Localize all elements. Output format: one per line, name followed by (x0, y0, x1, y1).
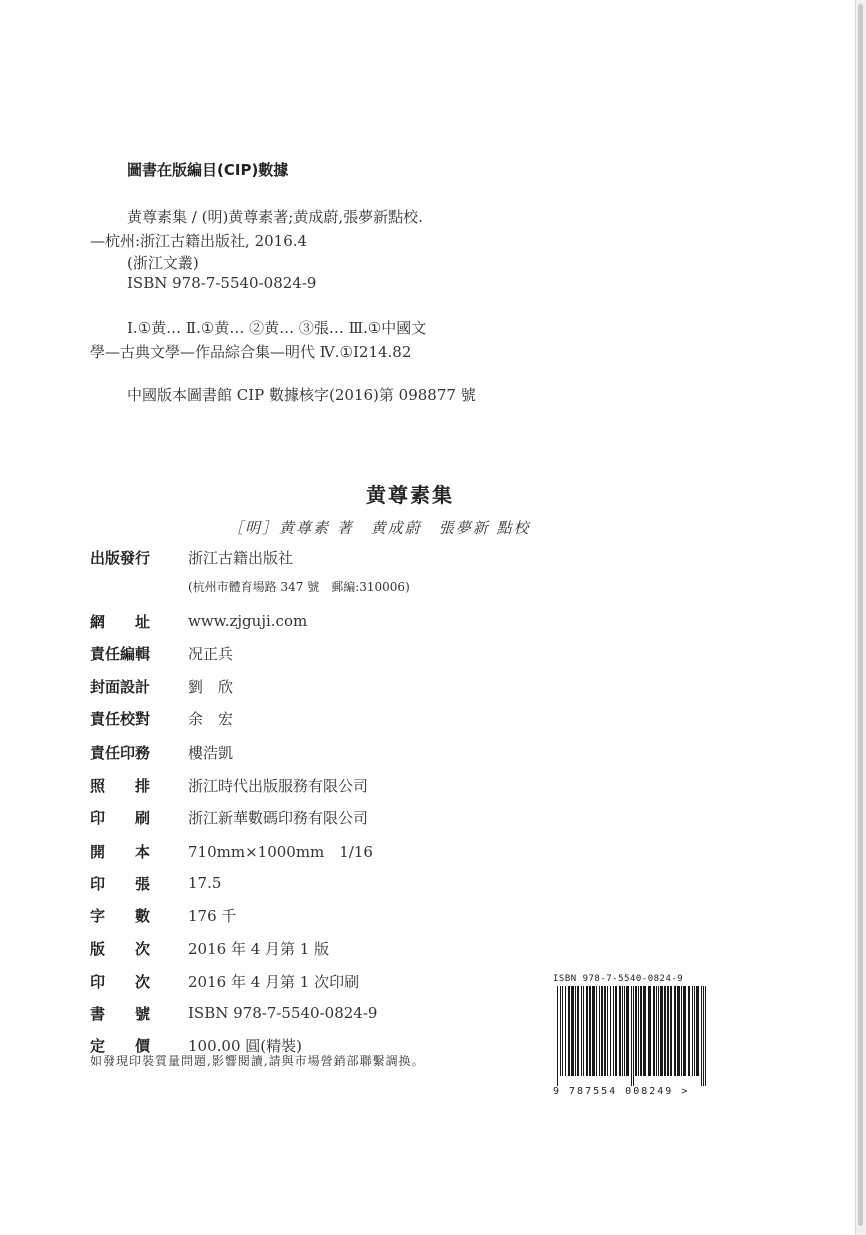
barcode-bar (586, 986, 588, 1076)
barcode-bar (692, 986, 693, 1076)
barcode-bar (648, 986, 651, 1076)
barcode-bar (631, 986, 632, 1086)
detail-label: 照 排 (90, 776, 151, 795)
barcode-bar (571, 986, 574, 1076)
barcode-bar (615, 986, 617, 1076)
barcode-bar (607, 986, 608, 1076)
detail-label: 責任印務 (90, 743, 151, 762)
detail-value: 樓浩凱 (188, 743, 234, 762)
barcode-isbn-text: ISBN 978-7-5540-0824-9 (553, 974, 684, 984)
detail-value: ISBN 978-7-5540-0824-9 (188, 1004, 378, 1022)
book-title: 黄尊素集 (366, 483, 454, 507)
detail-row (90, 741, 234, 763)
cip-series-line: (浙江文叢) (127, 254, 199, 272)
detail-label: 印 次 (90, 972, 151, 991)
detail-row (90, 840, 373, 862)
cip-isbn-line: ISBN 978-7-5540-0824-9 (127, 274, 317, 292)
barcode-bar (688, 986, 690, 1076)
detail-value: 浙江新華數碼印務有限公司 (188, 808, 369, 827)
detail-row (90, 610, 308, 632)
barcode-bar (664, 986, 666, 1076)
barcode-bar (694, 986, 695, 1076)
cip-classification-line: 學—古典文學—作品綜合集—明代 Ⅳ.①I214.82 (90, 343, 412, 361)
barcode-bar (592, 986, 595, 1076)
detail-label: 網 址 (90, 612, 151, 631)
barcode-bar (583, 986, 584, 1076)
barcode-bar (562, 986, 563, 1076)
barcode-bar (653, 986, 655, 1076)
quality-notice: 如發現印裝質量問題,影響閱讀,請與市場營銷部聯繫調换。 (90, 1054, 425, 1068)
barcode-bar (565, 986, 566, 1076)
detail-value: 2016 年 4 月第 1 次印刷 (188, 972, 360, 991)
detail-label: 開 本 (90, 842, 151, 861)
detail-value: 浙江古籍出版社 (188, 548, 294, 567)
barcode-bar (626, 986, 629, 1076)
barcode-bar (610, 986, 611, 1076)
scrollbar-thumb[interactable] (858, 4, 863, 1226)
detail-label: 印 刷 (90, 808, 151, 827)
detail-value: 浙江時代出版服務有限公司 (188, 776, 369, 795)
barcode-bar (596, 986, 597, 1076)
detail-row (90, 707, 234, 729)
detail-row (90, 774, 369, 796)
detail-value: 劉 欣 (188, 677, 234, 696)
barcode-bar (656, 986, 657, 1076)
detail-row (90, 872, 222, 894)
detail-value: 况正兵 (188, 644, 234, 663)
detail-label: 印 張 (90, 874, 151, 893)
barcode-bar (560, 986, 561, 1076)
barcode-bar (658, 986, 659, 1076)
barcode-bar (638, 986, 639, 1076)
barcode-bar (683, 986, 686, 1076)
detail-label: 責任編輯 (90, 644, 151, 663)
cip-entry-line: 黄尊素集 / (明)黄尊素著;黄成蔚,張夢新點校. (127, 208, 423, 226)
detail-label: 版 次 (90, 939, 151, 958)
barcode-bar (701, 986, 702, 1086)
barcode-bar (705, 986, 706, 1086)
barcode-bar (589, 986, 591, 1076)
detail-label: 定 價 (90, 1036, 151, 1055)
detail-row (90, 675, 234, 697)
isbn-barcode (553, 974, 719, 1100)
barcode-bar (703, 986, 704, 1086)
barcode-bar (674, 986, 676, 1076)
detail-label: 出版發行 (90, 548, 151, 567)
barcode-bar (622, 986, 623, 1076)
cip-record-number: 中國版本圖書館 CIP 數據核字(2016)第 098877 號 (127, 386, 476, 404)
barcode-bar (601, 986, 603, 1076)
barcode-bar (635, 986, 637, 1076)
cip-title: 圖書在版編目(CIP)數據 (127, 161, 289, 179)
book-authors: ［明］黄尊素 著 黄成蔚 張夢新 點校 (228, 519, 531, 537)
detail-value: www.zjguji.com (188, 612, 308, 630)
barcode-bar (677, 986, 680, 1076)
detail-value: 2016 年 4 月第 1 版 (188, 939, 330, 958)
detail-row (90, 546, 294, 568)
barcode-bar (577, 986, 579, 1076)
detail-label: 責任校對 (90, 709, 151, 728)
barcode-bar (633, 986, 634, 1086)
detail-value: 余 宏 (188, 709, 234, 728)
barcode-bar (619, 986, 621, 1076)
barcode-bar (643, 986, 646, 1076)
detail-value: 710mm×1000mm 1/16 (188, 842, 373, 861)
detail-row (90, 806, 369, 828)
barcode-bar (640, 986, 642, 1076)
detail-label: 字 數 (90, 906, 151, 925)
barcode-digits: 9 787554 008249 > (553, 1086, 690, 1097)
barcode-bar (581, 986, 582, 1076)
barcode-bar (670, 986, 672, 1076)
barcode-bar (557, 986, 558, 1086)
barcode-bar (575, 986, 576, 1076)
detail-row (90, 642, 234, 664)
barcode-bar (624, 986, 625, 1076)
barcode-bar (568, 986, 570, 1076)
detail-value: 176 千 (188, 906, 237, 925)
barcode-bar (696, 986, 699, 1076)
scrollbar[interactable] (855, 0, 866, 1235)
barcode-bar (667, 986, 669, 1076)
cip-classification-line: Ⅰ.①黄… Ⅱ.①黄… ②黄… ③張… Ⅲ.①中國文 (127, 319, 427, 337)
detail-value: 100.00 圓(精裝) (188, 1036, 302, 1055)
barcode-bar (613, 986, 614, 1076)
detail-label: 封面設計 (90, 677, 151, 696)
publisher-address: (杭州市體育場路 347 號 郵編:310006) (188, 580, 410, 594)
barcode-bar (599, 986, 600, 1076)
detail-label: 書 號 (90, 1004, 151, 1023)
detail-row (90, 904, 237, 926)
barcode-bars (553, 986, 713, 1086)
detail-value: 17.5 (188, 874, 222, 892)
detail-row (90, 1002, 378, 1024)
cip-publisher-line: —杭州:浙江古籍出版社, 2016.4 (90, 232, 308, 250)
detail-row (90, 970, 360, 992)
barcode-bar (604, 986, 606, 1076)
detail-row (90, 937, 330, 959)
barcode-bar (681, 986, 682, 1076)
barcode-bar (660, 986, 663, 1076)
